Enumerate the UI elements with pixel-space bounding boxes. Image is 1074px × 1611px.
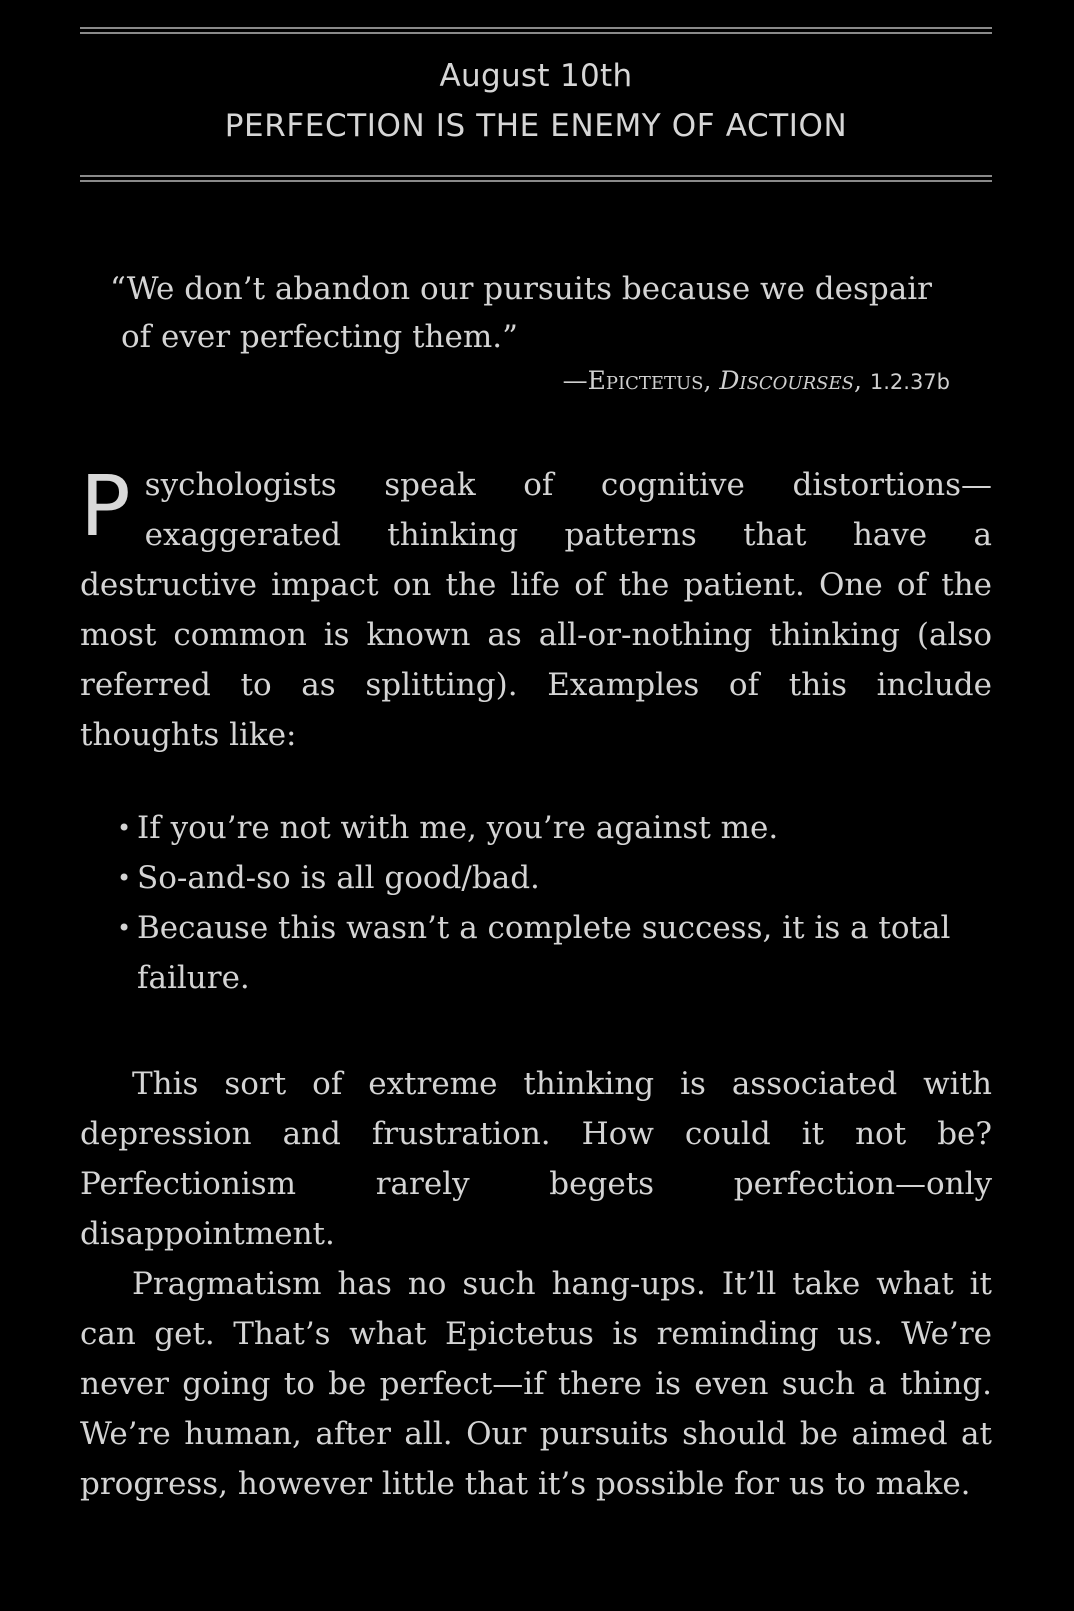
epigraph-quote: “We don’t abandon our pursuits because we despair of ever perfecting them.” xyxy=(110,271,932,355)
drop-cap: P xyxy=(80,457,131,555)
header-rule-bottom xyxy=(80,175,992,182)
paragraph-1-text: sychologists speak of cognitive distortions—exaggerated thinking patterns that have a destructive impact on the life of the patient. One of the most common is known as all-or-nothing thinking (also referred to as splitting). Examples of this include thoughts like: xyxy=(80,467,992,753)
attribution-author: Epictetus xyxy=(587,366,704,395)
examples-list xyxy=(117,803,992,1003)
body-paragraph-3: Pragmatism has no such hang-ups. It’ll take what it can get. That’s what Epictetus is reminding us. We’re never going to be perfect—if there is even such a thing. We’re human, after all. Our pursuits should be aimed at progress, however little that it’s possible for us to make. xyxy=(80,1266,992,1502)
body-paragraph-1 xyxy=(80,457,992,760)
attribution-reference: 1.2.37b xyxy=(869,370,950,394)
list-item: • If you’re not with me, you’re against me. xyxy=(117,803,992,853)
entry-date: August 10th xyxy=(439,58,633,94)
epigraph-attribution: —Epictetus, Discourses, 1.2.37b xyxy=(562,366,950,395)
body-paragraphs-closing xyxy=(80,1059,992,1509)
list-item: • Because this wasn’t a complete success, it is a total failure. xyxy=(117,903,992,1003)
list-item: • So-and-so is all good/bad. xyxy=(117,853,992,903)
entry-title: PERFECTION IS THE ENEMY OF ACTION xyxy=(224,108,848,144)
attribution-work: Discourses xyxy=(719,366,854,395)
header-rule-top xyxy=(80,27,992,34)
attribution-dash: — xyxy=(562,366,588,395)
body-paragraph-2: This sort of extreme thinking is associated with depression and frustration. How could it not be? Perfectionism rarely begets perfection—only disappointment. xyxy=(80,1066,992,1252)
